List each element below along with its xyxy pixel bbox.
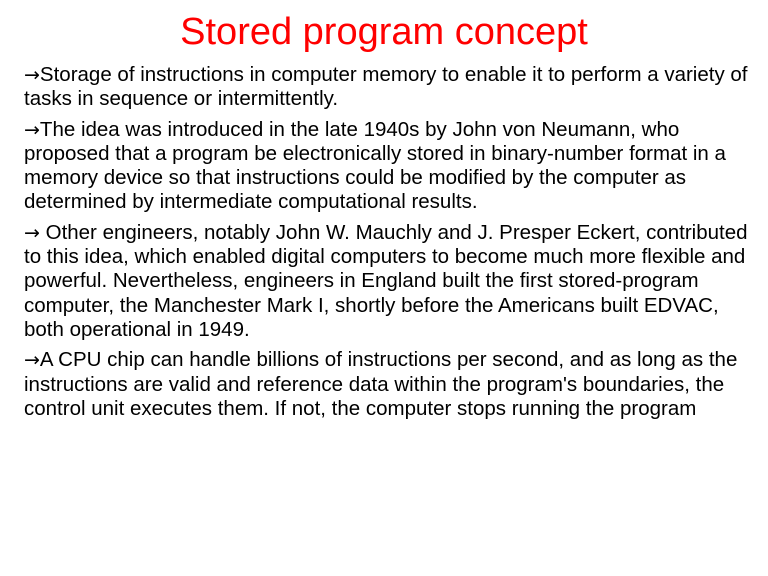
bullet-item <box>24 118 750 215</box>
right-arrow-icon: → <box>24 118 40 141</box>
slide-title: Stored program concept <box>180 11 588 53</box>
bullet-text: Other engineers, notably John W. Mauchly and J. Presper Eckert, contributed to this idea, which enabled digital computers to become much more flexible and powerful. Nevertheless, engineers in England built the first stored-program computer, the Manchester Mark I, shortly before the Americans built EDVAC, both operational in 1949. <box>24 220 748 341</box>
bullet-item <box>24 63 750 112</box>
bullet-item <box>24 221 750 342</box>
bullet-text: The idea was introduced in the late 1940s by John von Neumann, who proposed that a program be electronically stored in binary-number format in a memory device so that instructions could be modified by the computer as determined by intermediate computational results. <box>24 117 726 214</box>
bullet-text: Storage of instructions in computer memory to enable it to perform a variety of tasks in sequence or intermittently. <box>24 63 748 111</box>
right-arrow-icon: → <box>24 221 40 244</box>
right-arrow-icon: → <box>24 64 40 86</box>
bullet-text: A CPU chip can handle billions of instructions per second, and as long as the instructions are valid and reference data within the program's boundaries, the control unit executes them. If not, the computer stops running the program <box>24 348 738 420</box>
bullet-item <box>24 348 750 421</box>
right-arrow-icon: → <box>24 349 40 372</box>
bullet-list <box>24 63 750 427</box>
